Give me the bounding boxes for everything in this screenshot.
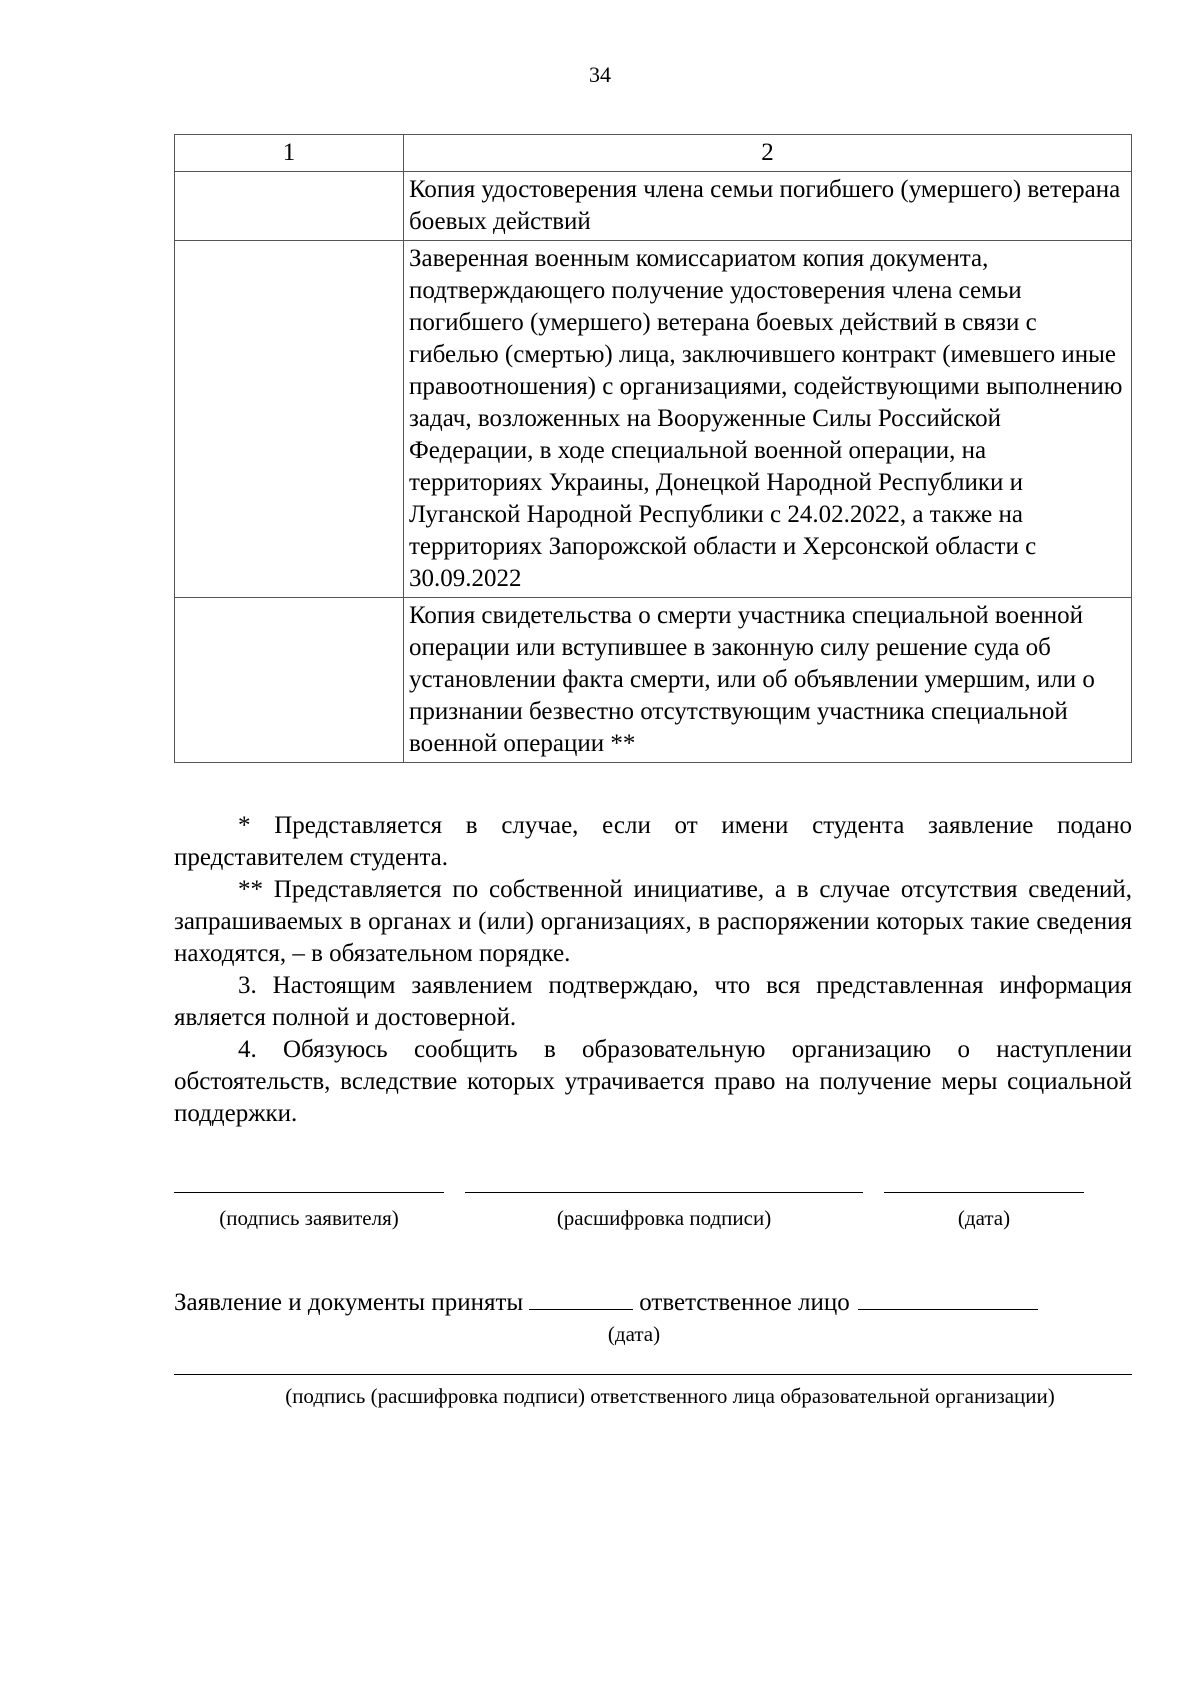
acceptance-line (174, 1287, 1038, 1317)
table-header-col2: 2 (404, 135, 1132, 172)
documents-table (174, 134, 1132, 763)
date-line (884, 1192, 1084, 1193)
acceptance-text: Заявление и документы приняты (174, 1289, 524, 1316)
applicant-signature-label: (подпись заявителя) (219, 1206, 399, 1230)
table-cell: Копия удостоверения члена семьи погибшего (умершего) ветерана боевых действий (404, 172, 1132, 241)
table-cell: Копия свидетельства о смерти участника специальной военной операции или вступившее в законную силу решение суда об установлении факта смерти, или об объявлении умершим, или о признании безвестно отсутствующим участника специальной военной операции ** (404, 598, 1132, 763)
date-label: (дата) (957, 1206, 1011, 1230)
responsible-person-text: ответственное лицо (639, 1289, 850, 1316)
notes-section (174, 810, 1132, 1130)
item-4: 4. Обязуюсь сообщить в образовательную организацию о наступлении обстоятельств, вследствие которых утрачивается право на получение меры социальной поддержки. (174, 1036, 1132, 1127)
table-row (175, 241, 1132, 598)
signature-decoding-label: (расшифровка подписи) (556, 1206, 772, 1230)
table-row (175, 598, 1132, 763)
item-3: 3. Настоящим заявлением подтверждаю, что вся представленная информация является полной и достоверной. (174, 972, 1132, 1031)
table-cell (175, 598, 404, 763)
table-cell (175, 172, 404, 241)
responsible-signature-label: (подпись (расшифровка подписи) ответственного лица образовательной организации) (285, 1384, 1055, 1408)
table-header-row (175, 135, 1132, 172)
footnote-2: ** Представляется по собственной инициативе, а в случае отсутствия сведений, запрашиваемых в органах и (или) организациях, в распоряжении которых такие сведения находятся, – в обязательном порядке. (174, 876, 1132, 967)
signature-decoding-line (465, 1192, 863, 1193)
table-cell (175, 241, 404, 598)
acceptance-date-label: (дата) (607, 1322, 661, 1346)
table-cell: Заверенная военным комиссариатом копия документа, подтверждающего получение удостоверения члена семьи погибшего (умершего) ветерана боевых действий в связи с гибелью (смертью) лица, заключившего контракт (имевшего иные правоотношения) с организациями, содействующими выполнению задач, возложенных на Вооруженные Силы Российской Федерации, в ходе специальной военной операции, на территориях Украины, Донецкой Народной Республики и Луганской Народной Республики с 24.02.2022, а также на территориях Запорожской области и Херсонской области с 30.09.2022 (404, 241, 1132, 598)
responsible-signature-line (174, 1374, 1132, 1375)
acceptance-date-blank (529, 1287, 633, 1310)
footnote-1: * Представляется в случае, если от имени студента заявление подано представителем студента. (174, 812, 1132, 871)
applicant-signature-line (174, 1192, 444, 1193)
responsible-person-blank (858, 1287, 1038, 1310)
table-row (175, 172, 1132, 241)
page-number: 34 (589, 62, 611, 87)
table-header-col1: 1 (175, 135, 404, 172)
